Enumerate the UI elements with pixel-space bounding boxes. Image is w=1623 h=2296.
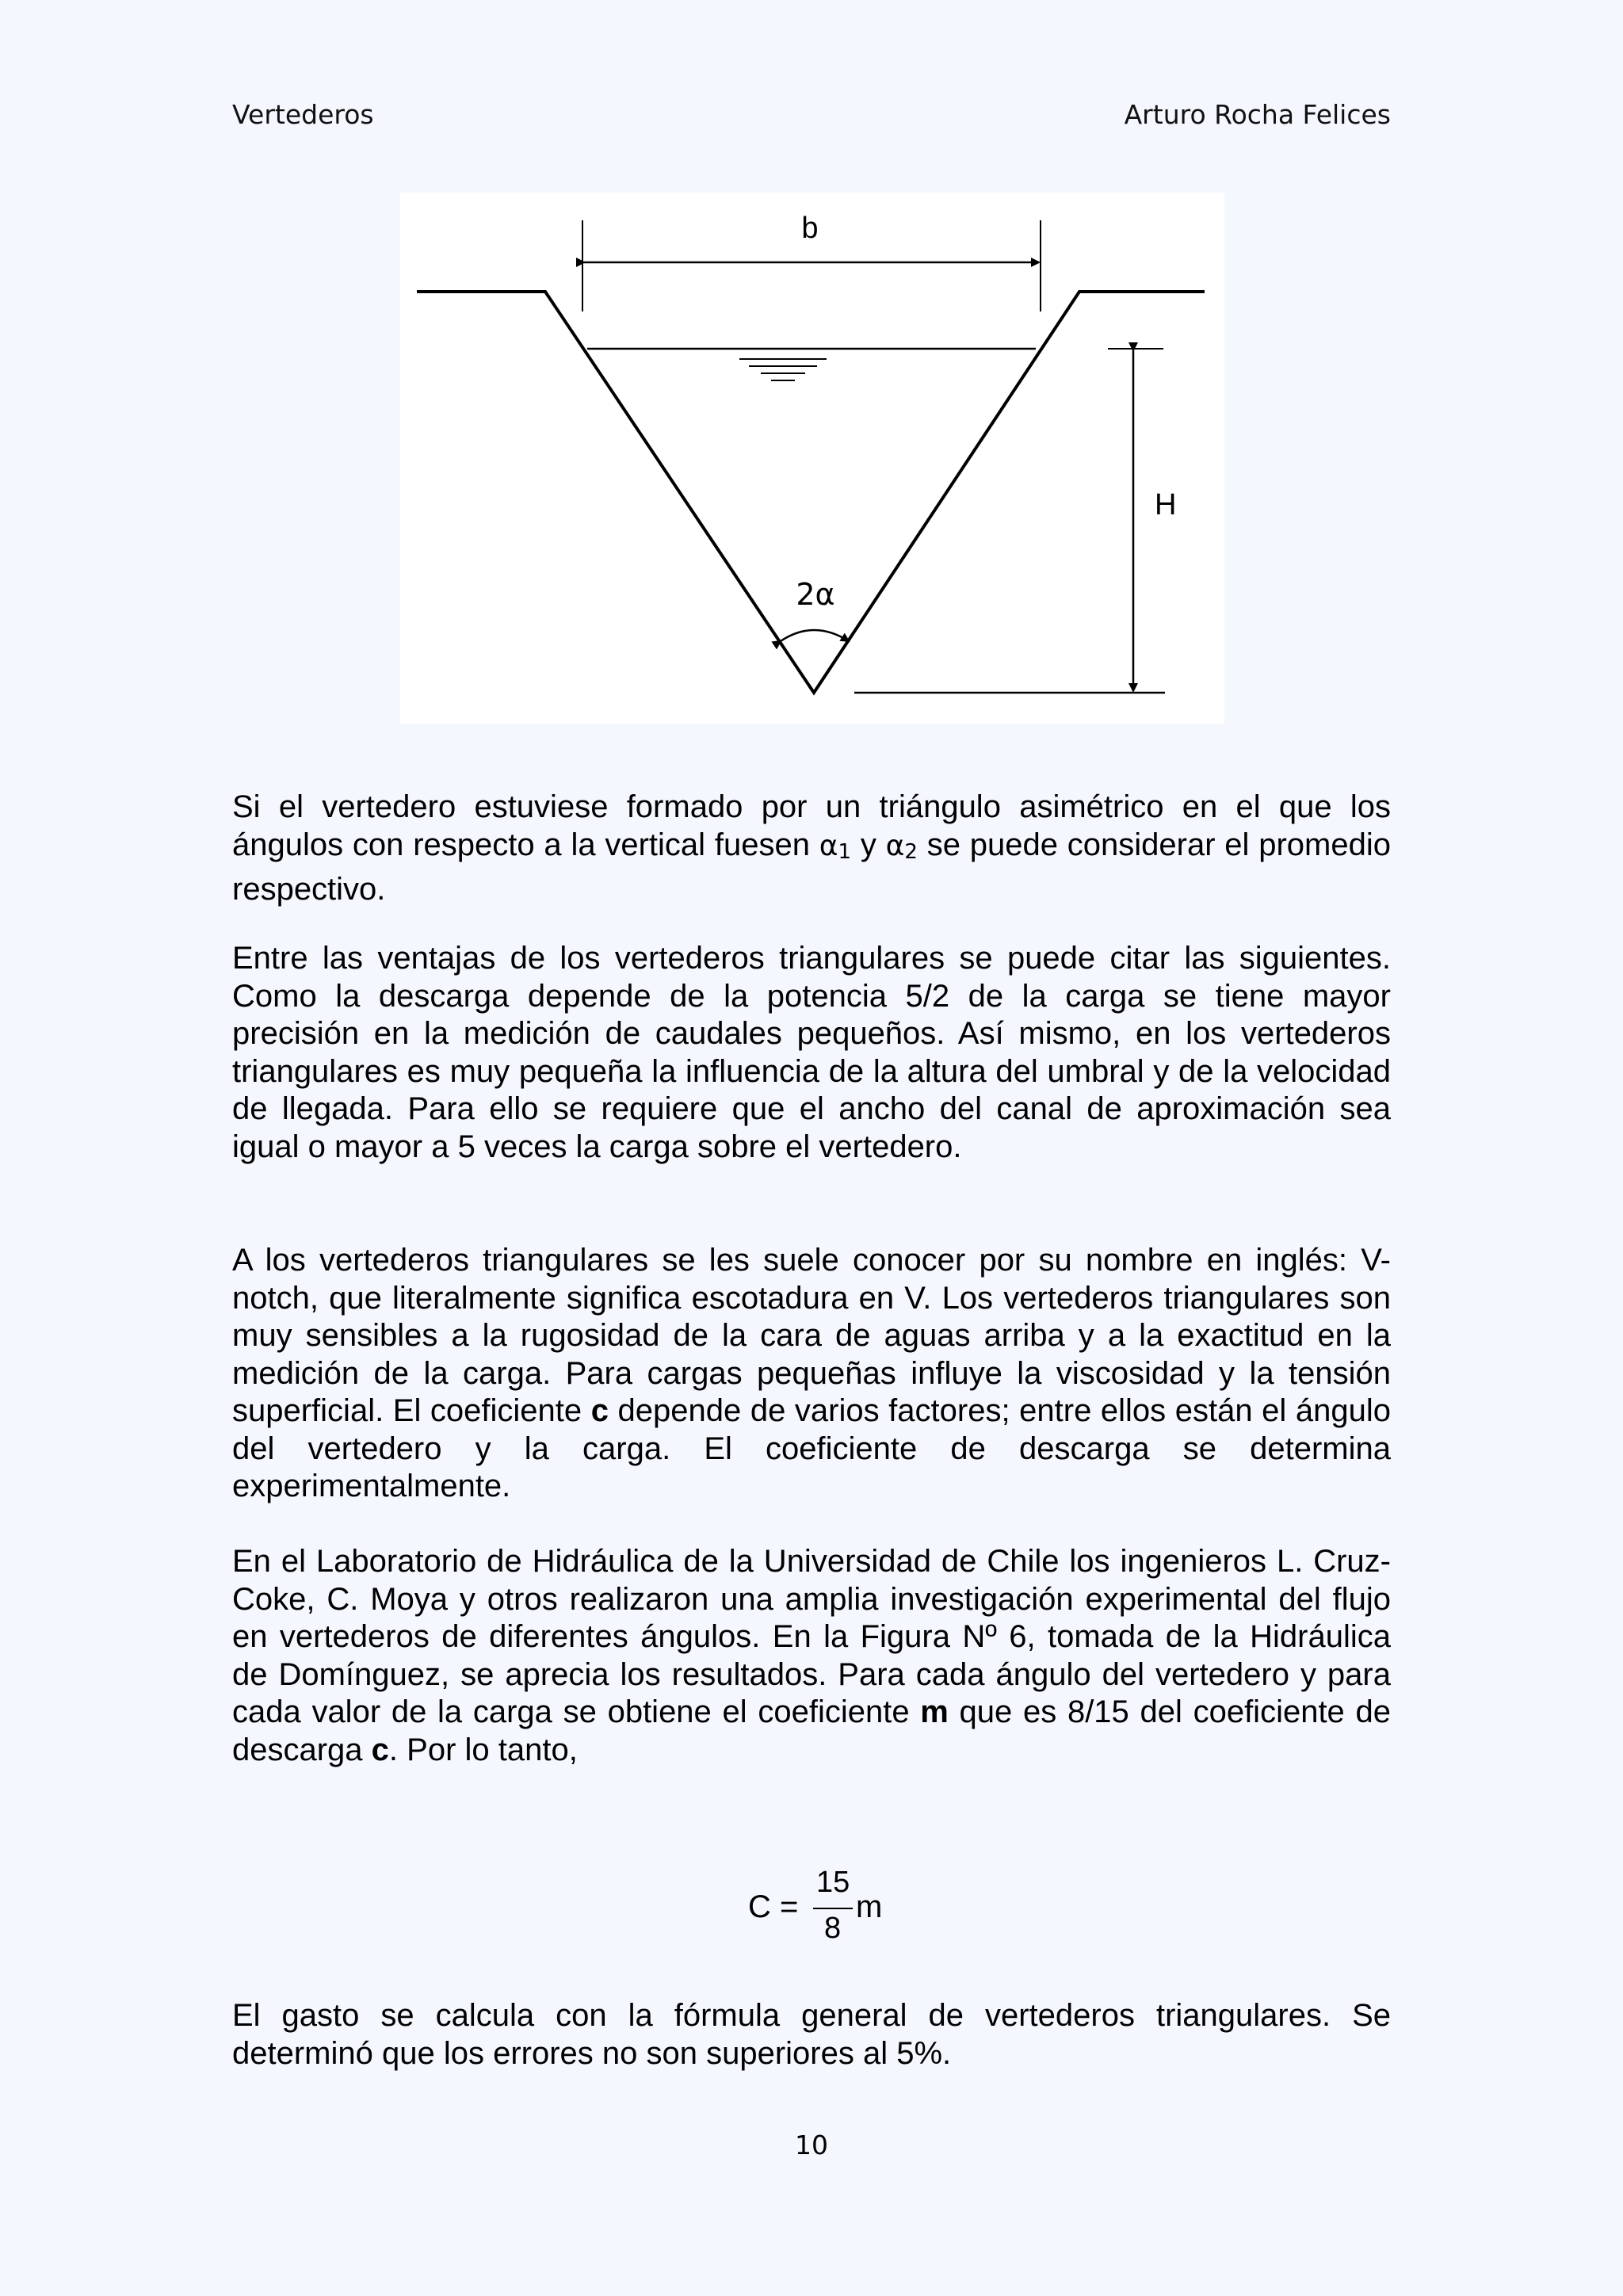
paragraph-v-notch: A los vertederos triangulares se les suele conocer por su nombre en inglés: V-notch, que literalmente significa escotadura en V. Los vertederos triangulares son muy sensibles a la rugosidad de la cara de aguas arriba y a la exactitud en la medición de la carga. Para cargas pequeñas influye la viscosidad y la tensión superficial. El coeficiente c depende de varios factores; entre ellos están el ángulo del vertedero y la carga. El coeficiente de descarga se determina experimentalmente. (232, 1243, 1391, 1503)
water-level-symbol (739, 359, 827, 380)
label-angle: 2α (796, 577, 835, 612)
paragraph-discharge: El gasto se calcula con la fórmula general de vertederos triangulares. Se determinó que los errores no son superiores al 5%. (232, 1998, 1391, 2071)
weir-profile (417, 292, 1205, 693)
angle-arc (781, 630, 849, 641)
v-notch-weir-diagram (400, 193, 1224, 724)
page-number: 10 (795, 2130, 828, 2160)
paragraph-laboratory: En el Laboratorio de Hidráulica de la Universidad de Chile los ingenieros L. Cruz-Coke, C. Moya y otros realizaron una amplia investigación experimental del flujo en vertederos de diferentes ángulos. En la Figura Nº 6, tomada de la Hidráulica de Domínguez, se aprecia los resultados. Para cada ángulo del vertedero y para cada valor de la carga se obtiene el coeficiente m que es 8/15 del coeficiente de descarga c. Por lo tanto, (232, 1544, 1392, 1767)
formula-lhs: C = (748, 1889, 799, 1924)
label-h: H (1155, 488, 1177, 521)
running-header-title: Vertederos (232, 99, 374, 130)
formula-variable: m (856, 1889, 883, 1924)
paragraph-asymmetric: Si el vertedero estuviese formado por un triángulo asimétrico en el que los ángulos con respecto a la vertical fuesen $\alpha_1$ y $\alpha_2$ se puede considerar el promedio respectivo. (232, 789, 1391, 907)
formula-denominator: 8 (824, 1912, 842, 1945)
formula-numerator: 15 (816, 1866, 850, 1899)
running-header-author: Arturo Rocha Felices (1124, 99, 1391, 130)
label-b: b (801, 212, 819, 245)
fraction-bar (813, 1908, 853, 1909)
coefficient-formula (745, 1866, 888, 1956)
paragraph-advantages: Entre las ventajas de los vertederos triangulares se puede citar las siguientes. Como la descarga depende de la potencia 5/2 de la carga se tiene mayor precisión en la medición de caudales pequeños. Así mismo, en los vertederos triangulares es muy pequeña la influencia de la altura del umbral y de la velocidad de llegada. Para ello se requiere que el ancho del canal de aproximación sea igual o mayor a 5 veces la carga sobre el vertedero. (232, 941, 1391, 1164)
